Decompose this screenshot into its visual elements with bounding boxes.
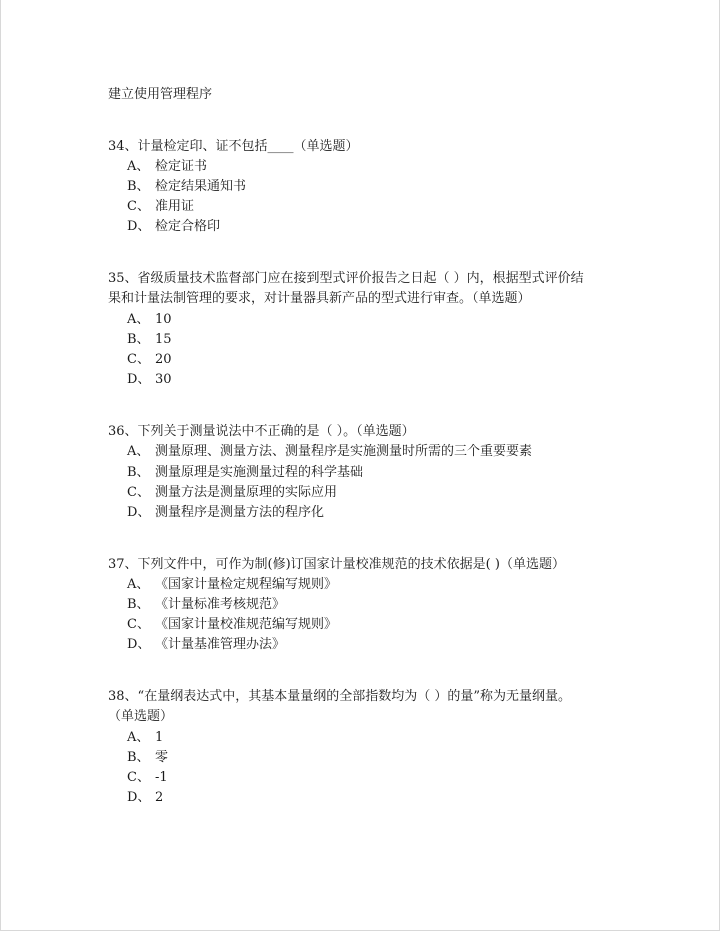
question-36-option-d (127, 504, 324, 522)
question-37-option-a (127, 576, 337, 594)
option-letter: C、 (127, 617, 150, 632)
option-text: 测量方法是测量原理的实际应用 (155, 485, 338, 500)
option-text: 《计量基准管理办法》 (155, 637, 286, 652)
option-letter: A、 (127, 730, 150, 745)
option-text: 20 (155, 352, 172, 367)
question-38-text-line-1: 38、“在量纲表达式中，其基本量量纲的全部指数均为（ ）的量”称为无量纲量。 (108, 689, 571, 704)
option-letter: B、 (127, 332, 150, 347)
question-38-text-line-2: （单选题） (108, 709, 174, 724)
option-text: 1 (155, 730, 164, 745)
option-letter: D、 (127, 219, 151, 234)
question-35-option-c (127, 351, 172, 369)
option-text: 《国家计量校准规范编写规则》 (155, 617, 338, 632)
option-letter: C、 (127, 770, 150, 785)
option-text: 测量程序是测量方法的程序化 (155, 505, 325, 520)
question-34-text: 34、计量检定印、证不包括____（单选题） (108, 139, 359, 154)
option-letter: A、 (127, 577, 150, 592)
question-34-option-b (127, 178, 246, 196)
question-35-option-a (127, 311, 172, 329)
option-letter: D、 (127, 505, 151, 520)
option-letter: A、 (127, 159, 150, 174)
option-text: 《国家计量检定规程编写规则》 (155, 577, 338, 592)
option-letter: C、 (127, 485, 150, 500)
option-letter: C、 (127, 352, 150, 367)
question-34-option-a (127, 158, 207, 176)
question-38-option-a (127, 729, 163, 747)
option-letter: B、 (127, 597, 150, 612)
option-text: 《计量标准考核规范》 (155, 597, 286, 612)
option-text: 准用证 (155, 199, 195, 214)
option-letter: B、 (127, 750, 150, 765)
option-text: 10 (155, 312, 172, 327)
option-letter: A、 (127, 312, 150, 327)
question-35-text-line-1: 35、省级质量技术监督部门应在接到型式评价报告之日起（ ）内，根据型式评价结 (108, 271, 584, 286)
question-38-option-d (127, 789, 163, 807)
option-text: 测量原理、测量方法、测量程序是实施测量时所需的三个重要要素 (155, 444, 533, 459)
question-34-option-d (127, 218, 220, 236)
option-text: 检定结果通知书 (155, 179, 247, 194)
option-letter: D、 (127, 637, 151, 652)
question-36-option-b (127, 464, 363, 482)
option-letter: D、 (127, 790, 151, 805)
option-letter: B、 (127, 465, 150, 480)
question-37-text: 37、下列文件中，可作为制(修)订国家计量校准规范的技术依据是( )（单选题） (108, 557, 565, 572)
option-letter: C、 (127, 199, 150, 214)
question-38-option-b (127, 749, 168, 767)
option-letter: B、 (127, 179, 150, 194)
option-text: 零 (155, 750, 169, 765)
question-36-option-c (127, 484, 337, 502)
question-36-option-a (127, 443, 532, 461)
question-37-option-b (127, 596, 285, 614)
option-text: -1 (155, 770, 168, 785)
option-text: 30 (155, 372, 172, 387)
intro-text: 建立使用管理程序 (108, 87, 213, 102)
question-37-option-d (127, 636, 285, 654)
question-37-option-c (127, 616, 337, 634)
option-text: 2 (155, 790, 164, 805)
question-34-option-c (127, 198, 194, 216)
question-35-text-line-2: 果和计量法制管理的要求，对计量器具新产品的型式进行审查。（单选题） (108, 291, 531, 306)
option-text: 检定证书 (155, 159, 208, 174)
option-letter: D、 (127, 372, 151, 387)
question-35-option-d (127, 371, 172, 389)
option-text: 检定合格印 (155, 219, 221, 234)
option-text: 测量原理是实施测量过程的科学基础 (155, 465, 364, 480)
question-35-option-b (127, 331, 172, 349)
question-38-option-c (127, 769, 168, 787)
option-letter: A、 (127, 444, 150, 459)
question-36-text: 36、下列关于测量说法中不正确的是（ ）。（单选题） (108, 424, 415, 439)
option-text: 15 (155, 332, 172, 347)
